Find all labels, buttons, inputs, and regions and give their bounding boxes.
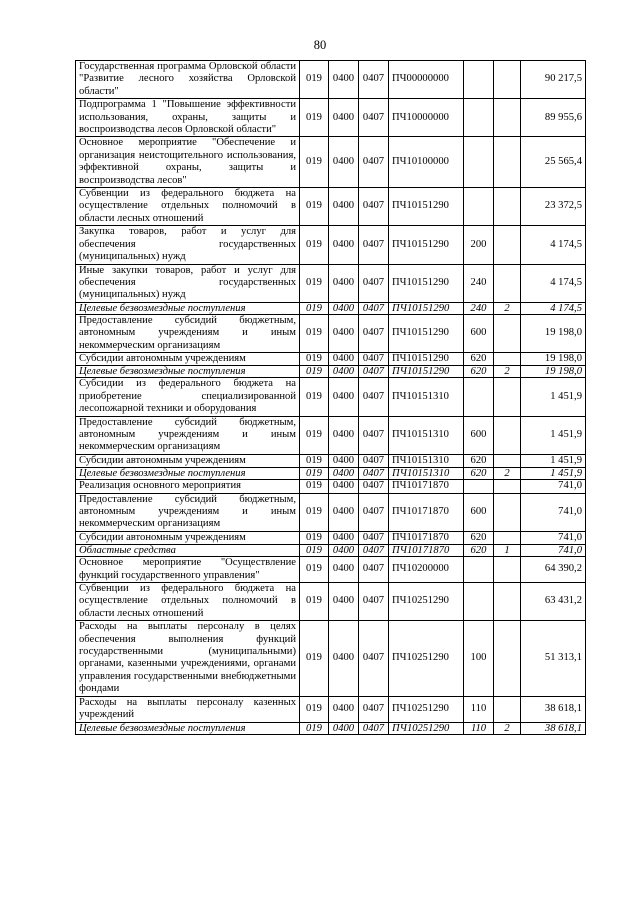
- row-subsection-code: 0407: [359, 314, 389, 352]
- row-expense-type: [464, 137, 494, 188]
- row-section-code: 0400: [329, 302, 359, 314]
- row-section-code: 0400: [329, 416, 359, 454]
- table-row: [76, 557, 586, 583]
- row-subsection-code: 0407: [359, 302, 389, 314]
- table-row: [76, 314, 586, 352]
- row-grbs-code: 019: [300, 468, 329, 480]
- row-grbs-code: 019: [300, 416, 329, 454]
- row-expense-type: 110: [464, 696, 494, 722]
- table-row: [76, 61, 586, 99]
- row-target-article: ПЧ10151290: [389, 352, 464, 365]
- row-section-code: 0400: [329, 493, 359, 531]
- row-section-code: 0400: [329, 531, 359, 544]
- row-name: Целевые безвозмездные поступления: [76, 722, 300, 734]
- row-grbs-code: 019: [300, 226, 329, 264]
- row-section-code: 0400: [329, 621, 359, 696]
- row-funding-source: [494, 264, 521, 302]
- table-row: [76, 454, 586, 467]
- table-row: [76, 188, 586, 226]
- row-funding-source: [494, 583, 521, 621]
- row-expense-type: 620: [464, 352, 494, 365]
- row-name: Предоставление субсидий бюджетным, автономным учреждениям и иным некоммерческим организациям: [76, 314, 300, 352]
- row-section-code: 0400: [329, 722, 359, 734]
- row-grbs-code: 019: [300, 531, 329, 544]
- row-section-code: 0400: [329, 696, 359, 722]
- table-row: [76, 378, 586, 416]
- row-name: Целевые безвозмездные поступления: [76, 366, 300, 378]
- row-subsection-code: 0407: [359, 480, 389, 493]
- row-subsection-code: 0407: [359, 416, 389, 454]
- row-subsection-code: 0407: [359, 454, 389, 467]
- row-name: Субсидии из федерального бюджета на приобретение специализированной лесопожарной техники и оборудования: [76, 378, 300, 416]
- table-row: [76, 99, 586, 137]
- row-funding-source: [494, 557, 521, 583]
- row-funding-source: [494, 696, 521, 722]
- row-amount: 741,0: [521, 480, 586, 493]
- row-expense-type: [464, 583, 494, 621]
- row-amount: 25 565,4: [521, 137, 586, 188]
- row-name: Предоставление субсидий бюджетным, автономным учреждениям и иным некоммерческим организациям: [76, 493, 300, 531]
- row-section-code: 0400: [329, 583, 359, 621]
- table-row: [76, 722, 586, 734]
- row-name: Основное мероприятие "Обеспечение и организация неистощительного использования, эффективной охраны, защиты и воспроизводства лесов": [76, 137, 300, 188]
- row-target-article: ПЧ10171870: [389, 480, 464, 493]
- row-expense-type: 240: [464, 302, 494, 314]
- row-target-article: ПЧ10251290: [389, 696, 464, 722]
- row-subsection-code: 0407: [359, 531, 389, 544]
- row-name: Основное мероприятие "Осуществление функций государственного управления": [76, 557, 300, 583]
- table-body: [76, 61, 586, 735]
- row-funding-source: [494, 454, 521, 467]
- row-funding-source: 1: [494, 545, 521, 557]
- table-row: [76, 137, 586, 188]
- row-section-code: 0400: [329, 137, 359, 188]
- row-target-article: ПЧ10200000: [389, 557, 464, 583]
- row-section-code: 0400: [329, 99, 359, 137]
- row-subsection-code: 0407: [359, 137, 389, 188]
- row-amount: 23 372,5: [521, 188, 586, 226]
- row-section-code: 0400: [329, 352, 359, 365]
- row-funding-source: [494, 137, 521, 188]
- table-row: [76, 621, 586, 696]
- table-row: [76, 493, 586, 531]
- budget-table: [75, 60, 586, 735]
- row-name: Иные закупки товаров, работ и услуг для обеспечения государственных (муниципальных) нужд: [76, 264, 300, 302]
- row-name: Субвенции из федерального бюджета на осуществление отдельных полномочий в области лесных отношений: [76, 188, 300, 226]
- row-grbs-code: 019: [300, 99, 329, 137]
- row-name: Реализация основного мероприятия: [76, 480, 300, 493]
- table-row: [76, 226, 586, 264]
- row-target-article: ПЧ10000000: [389, 99, 464, 137]
- row-grbs-code: 019: [300, 137, 329, 188]
- row-target-article: ПЧ00000000: [389, 61, 464, 99]
- table-row: [76, 352, 586, 365]
- row-target-article: ПЧ10151310: [389, 378, 464, 416]
- row-name: Целевые безвозмездные поступления: [76, 302, 300, 314]
- row-subsection-code: 0407: [359, 366, 389, 378]
- row-expense-type: 200: [464, 226, 494, 264]
- row-expense-type: 600: [464, 493, 494, 531]
- row-grbs-code: 019: [300, 61, 329, 99]
- row-expense-type: 110: [464, 722, 494, 734]
- row-expense-type: 620: [464, 531, 494, 544]
- row-amount: 1 451,9: [521, 454, 586, 467]
- table-row: [76, 531, 586, 544]
- row-grbs-code: 019: [300, 557, 329, 583]
- table-row: [76, 468, 586, 480]
- row-grbs-code: 019: [300, 188, 329, 226]
- table-row: [76, 302, 586, 314]
- row-section-code: 0400: [329, 314, 359, 352]
- row-amount: 63 431,2: [521, 583, 586, 621]
- row-funding-source: [494, 416, 521, 454]
- table-row: [76, 264, 586, 302]
- row-subsection-code: 0407: [359, 621, 389, 696]
- row-name: Государственная программа Орловской области "Развитие лесного хозяйства Орловской области": [76, 61, 300, 99]
- row-subsection-code: 0407: [359, 583, 389, 621]
- row-grbs-code: 019: [300, 583, 329, 621]
- row-funding-source: 2: [494, 302, 521, 314]
- row-amount: 741,0: [521, 531, 586, 544]
- row-name: Субсидии автономным учреждениям: [76, 531, 300, 544]
- row-target-article: ПЧ10151310: [389, 454, 464, 467]
- row-grbs-code: 019: [300, 621, 329, 696]
- row-funding-source: [494, 621, 521, 696]
- row-expense-type: 620: [464, 468, 494, 480]
- row-grbs-code: 019: [300, 264, 329, 302]
- row-expense-type: [464, 188, 494, 226]
- row-section-code: 0400: [329, 557, 359, 583]
- row-target-article: ПЧ10100000: [389, 137, 464, 188]
- page-number: 80: [313, 38, 327, 52]
- row-subsection-code: 0407: [359, 545, 389, 557]
- row-funding-source: [494, 493, 521, 531]
- row-target-article: ПЧ10171870: [389, 531, 464, 544]
- row-amount: 1 451,9: [521, 416, 586, 454]
- row-grbs-code: 019: [300, 545, 329, 557]
- row-funding-source: [494, 352, 521, 365]
- row-grbs-code: 019: [300, 302, 329, 314]
- row-name: Областные средства: [76, 545, 300, 557]
- row-subsection-code: 0407: [359, 352, 389, 365]
- row-amount: 1 451,9: [521, 468, 586, 480]
- row-target-article: ПЧ10151290: [389, 366, 464, 378]
- table-row: [76, 480, 586, 493]
- row-funding-source: [494, 61, 521, 99]
- row-funding-source: [494, 531, 521, 544]
- row-subsection-code: 0407: [359, 493, 389, 531]
- row-section-code: 0400: [329, 366, 359, 378]
- row-section-code: 0400: [329, 264, 359, 302]
- row-amount: 741,0: [521, 545, 586, 557]
- row-subsection-code: 0407: [359, 722, 389, 734]
- row-target-article: ПЧ10171870: [389, 493, 464, 531]
- row-grbs-code: 019: [300, 314, 329, 352]
- table-row: [76, 696, 586, 722]
- row-subsection-code: 0407: [359, 61, 389, 99]
- row-amount: 51 313,1: [521, 621, 586, 696]
- row-target-article: ПЧ10171870: [389, 545, 464, 557]
- row-grbs-code: 019: [300, 454, 329, 467]
- row-expense-type: [464, 480, 494, 493]
- row-expense-type: [464, 61, 494, 99]
- row-target-article: ПЧ10151290: [389, 188, 464, 226]
- row-subsection-code: 0407: [359, 468, 389, 480]
- row-grbs-code: 019: [300, 366, 329, 378]
- table-row: [76, 583, 586, 621]
- row-amount: 19 198,0: [521, 314, 586, 352]
- row-name: Закупка товаров, работ и услуг для обеспечения государственных (муниципальных) нужд: [76, 226, 300, 264]
- row-amount: 741,0: [521, 493, 586, 531]
- row-funding-source: [494, 226, 521, 264]
- row-subsection-code: 0407: [359, 264, 389, 302]
- row-target-article: ПЧ10151290: [389, 302, 464, 314]
- row-expense-type: 240: [464, 264, 494, 302]
- row-name: Субвенции из федерального бюджета на осуществление отдельных полномочий в области лесных отношений: [76, 583, 300, 621]
- row-section-code: 0400: [329, 188, 359, 226]
- row-amount: 38 618,1: [521, 696, 586, 722]
- row-expense-type: 620: [464, 454, 494, 467]
- row-expense-type: 620: [464, 366, 494, 378]
- row-subsection-code: 0407: [359, 378, 389, 416]
- row-target-article: ПЧ10151290: [389, 226, 464, 264]
- row-funding-source: [494, 314, 521, 352]
- row-funding-source: 2: [494, 468, 521, 480]
- row-name: Субсидии автономным учреждениям: [76, 352, 300, 365]
- row-name: Расходы на выплаты персоналу в целях обеспечения выполнения функций государственными (муниципальными) органами, казенными учреждениями, органами управления государственными внебюджетными фондами: [76, 621, 300, 696]
- row-subsection-code: 0407: [359, 99, 389, 137]
- row-funding-source: 2: [494, 366, 521, 378]
- row-expense-type: [464, 99, 494, 137]
- row-amount: 19 198,0: [521, 352, 586, 365]
- row-section-code: 0400: [329, 454, 359, 467]
- row-funding-source: [494, 480, 521, 493]
- row-target-article: ПЧ10251290: [389, 621, 464, 696]
- row-name: Предоставление субсидий бюджетным, автономным учреждениям и иным некоммерческим организациям: [76, 416, 300, 454]
- row-grbs-code: 019: [300, 480, 329, 493]
- row-target-article: ПЧ10151290: [389, 314, 464, 352]
- row-subsection-code: 0407: [359, 557, 389, 583]
- row-grbs-code: 019: [300, 722, 329, 734]
- row-expense-type: 600: [464, 314, 494, 352]
- row-name: Целевые безвозмездные поступления: [76, 468, 300, 480]
- row-funding-source: [494, 378, 521, 416]
- row-grbs-code: 019: [300, 378, 329, 416]
- row-subsection-code: 0407: [359, 226, 389, 264]
- row-target-article: ПЧ10151290: [389, 264, 464, 302]
- row-expense-type: [464, 378, 494, 416]
- row-target-article: ПЧ10151310: [389, 416, 464, 454]
- row-name: Расходы на выплаты персоналу казенных учреждений: [76, 696, 300, 722]
- row-expense-type: [464, 557, 494, 583]
- row-grbs-code: 019: [300, 696, 329, 722]
- row-section-code: 0400: [329, 545, 359, 557]
- row-grbs-code: 019: [300, 493, 329, 531]
- row-subsection-code: 0407: [359, 696, 389, 722]
- row-target-article: ПЧ10251290: [389, 583, 464, 621]
- row-subsection-code: 0407: [359, 188, 389, 226]
- row-grbs-code: 019: [300, 352, 329, 365]
- row-amount: 19 198,0: [521, 366, 586, 378]
- row-expense-type: 620: [464, 545, 494, 557]
- row-amount: 64 390,2: [521, 557, 586, 583]
- row-amount: 38 618,1: [521, 722, 586, 734]
- row-amount: 4 174,5: [521, 226, 586, 264]
- row-funding-source: 2: [494, 722, 521, 734]
- row-name: Субсидии автономным учреждениям: [76, 454, 300, 467]
- row-amount: 89 955,6: [521, 99, 586, 137]
- row-expense-type: 600: [464, 416, 494, 454]
- row-section-code: 0400: [329, 468, 359, 480]
- row-amount: 4 174,5: [521, 264, 586, 302]
- row-section-code: 0400: [329, 378, 359, 416]
- row-section-code: 0400: [329, 61, 359, 99]
- table-row: [76, 545, 586, 557]
- row-section-code: 0400: [329, 226, 359, 264]
- row-target-article: ПЧ10251290: [389, 722, 464, 734]
- row-expense-type: 100: [464, 621, 494, 696]
- row-amount: 90 217,5: [521, 61, 586, 99]
- row-name: Подпрограмма 1 "Повышение эффективности использования, охраны, защиты и воспроизводства лесов Орловской области": [76, 99, 300, 137]
- row-amount: 4 174,5: [521, 302, 586, 314]
- table-row: [76, 416, 586, 454]
- table-row: [76, 366, 586, 378]
- row-amount: 1 451,9: [521, 378, 586, 416]
- row-target-article: ПЧ10151310: [389, 468, 464, 480]
- row-section-code: 0400: [329, 480, 359, 493]
- row-funding-source: [494, 99, 521, 137]
- row-funding-source: [494, 188, 521, 226]
